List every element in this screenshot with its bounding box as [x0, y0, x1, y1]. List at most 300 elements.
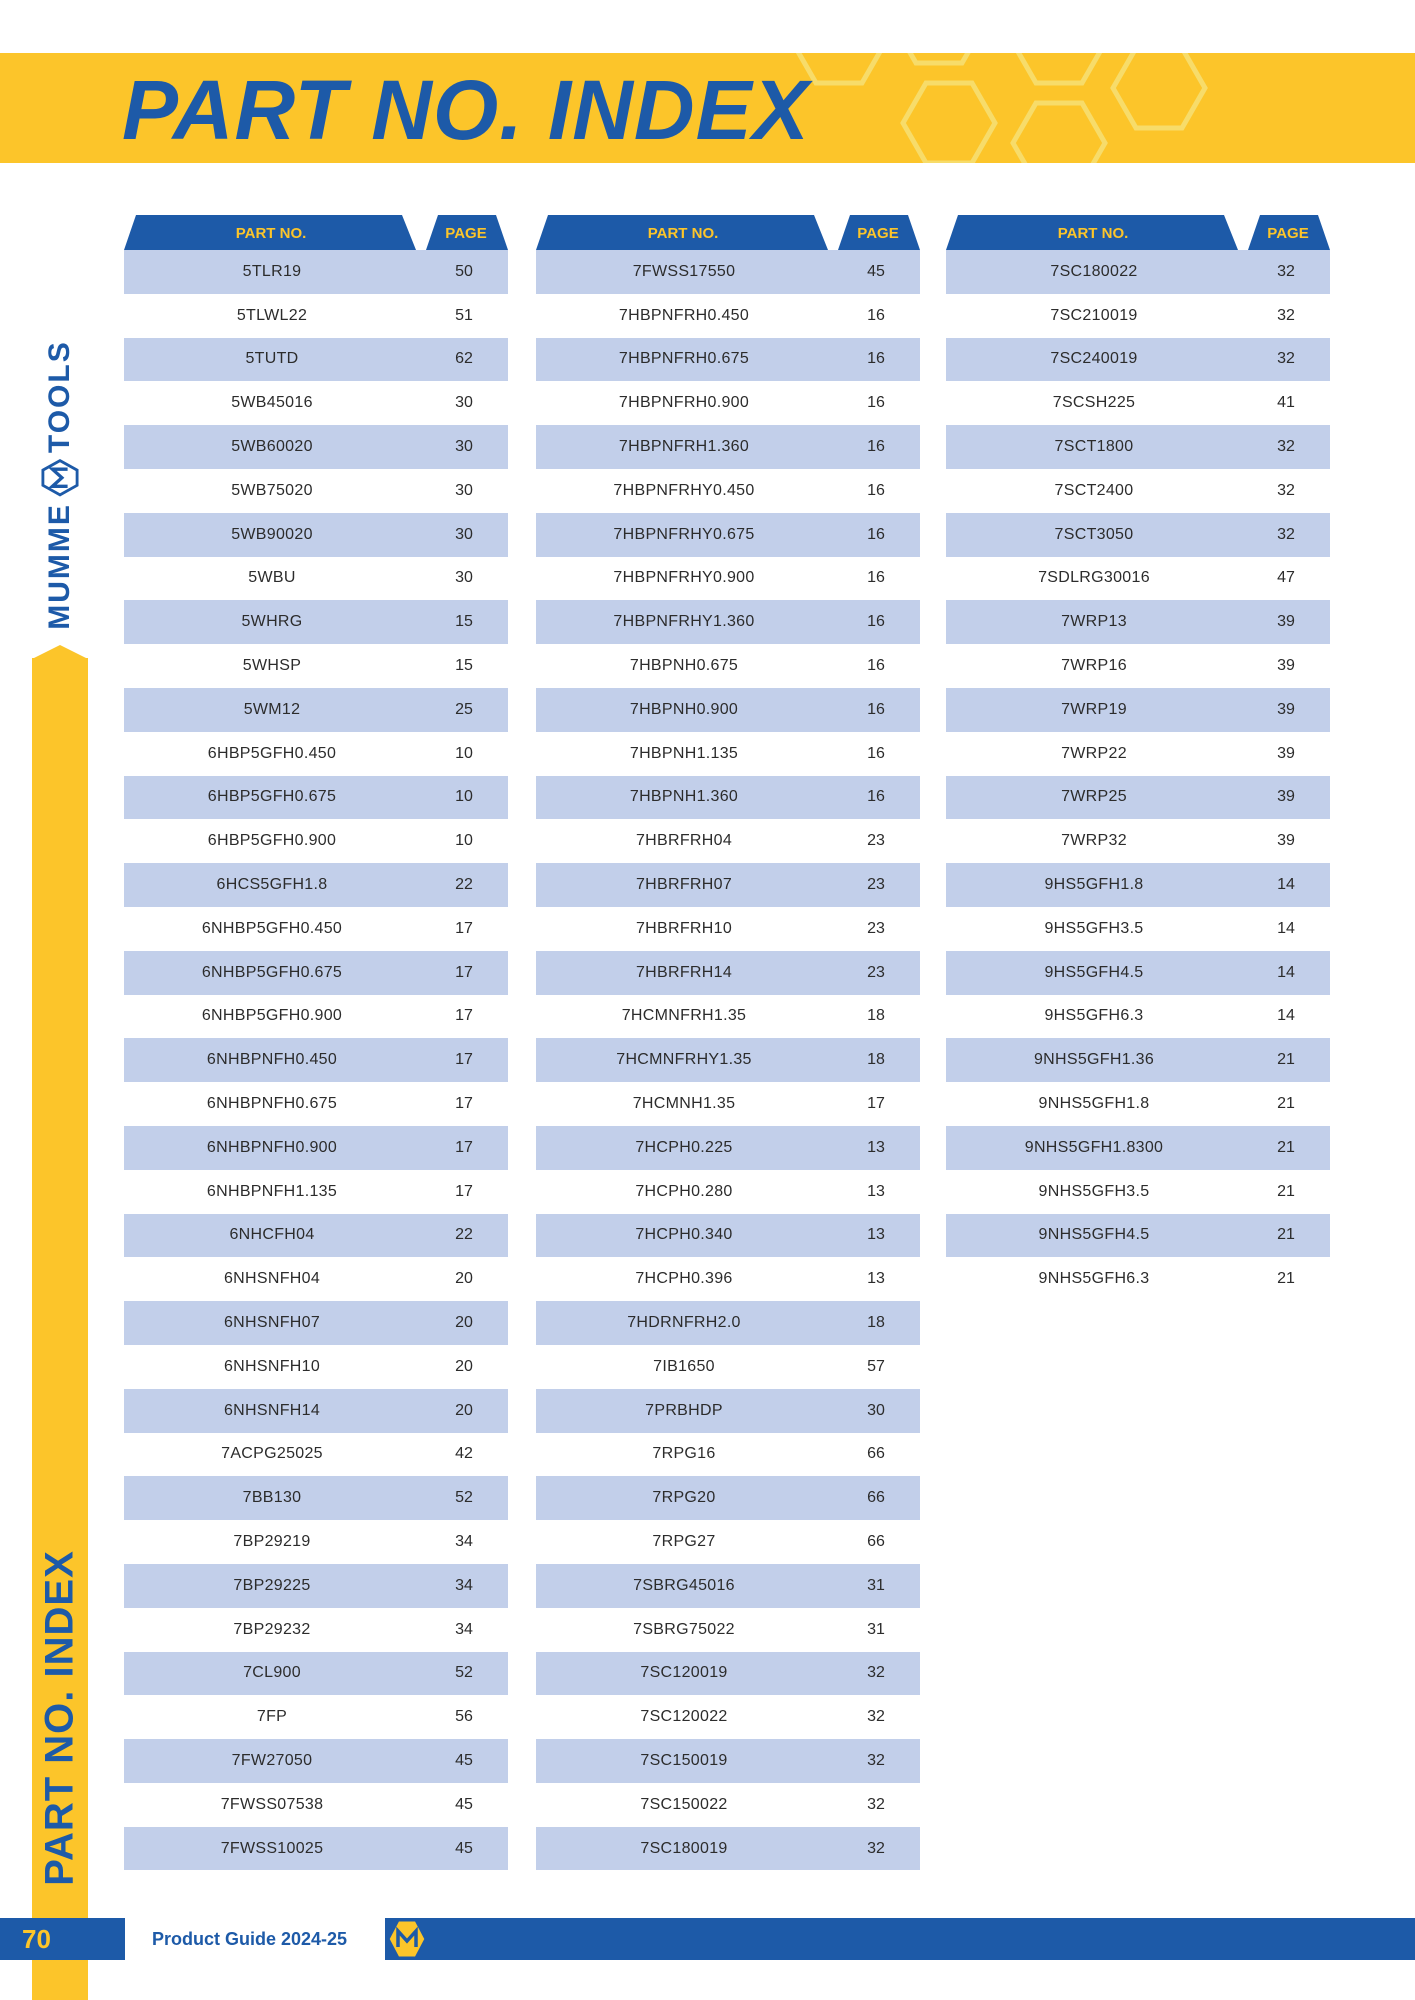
part-number-cell: 7HBRFRH14 [635, 963, 733, 981]
part-number-cell: 7RPG27 [652, 1533, 716, 1550]
table-row [536, 513, 920, 557]
table-row [946, 1214, 1330, 1258]
part-number-cell: 5WBU [248, 569, 296, 587]
table-row [124, 1126, 508, 1170]
table-row [536, 907, 920, 951]
page-cell: 34 [455, 1620, 473, 1638]
part-number-cell: 7HCPH0.225 [635, 1138, 733, 1156]
header-banner [0, 53, 1415, 163]
page-cell: 16 [867, 438, 885, 456]
part-number-cell: 7BP29232 [233, 1620, 311, 1638]
page-cell: 21 [1277, 1226, 1295, 1244]
table-row [124, 644, 508, 688]
part-number-cell: 7SCT3050 [1054, 525, 1134, 543]
part-number-cell: 9NHS5GFH1.8300 [1024, 1138, 1164, 1156]
table-row [124, 1564, 508, 1608]
part-number-cell: 6NHBP5GFH0.900 [201, 1007, 343, 1025]
table-row [536, 819, 920, 863]
page-cell: 17 [455, 963, 473, 981]
page-cell: 15 [455, 657, 473, 675]
part-number-cell: 7HCMNFRHY1.35 [616, 1051, 752, 1069]
column-rows [946, 250, 1330, 1301]
part-number-cell: 7FW27050 [231, 1751, 313, 1769]
page-cell: 17 [455, 1182, 473, 1200]
table-row [536, 1695, 920, 1739]
page-cell: 50 [455, 262, 473, 280]
page-cell: 30 [455, 394, 473, 412]
part-number-cell: 7SC150019 [640, 1751, 728, 1769]
part-number-cell: 7HBPNFRH1.360 [618, 438, 750, 456]
table-row [536, 1783, 920, 1827]
page-cell: 13 [867, 1270, 885, 1288]
table-row [536, 1608, 920, 1652]
part-number-cell: 5WHSP [242, 657, 302, 675]
page-cell: 16 [867, 788, 885, 806]
mumme-m-hexagon-icon [385, 1917, 429, 1961]
table-row [124, 1389, 508, 1433]
brand-name-right: TOOLS [43, 340, 76, 454]
table-row [536, 732, 920, 776]
part-number-cell: 9HS5GFH6.3 [1044, 1007, 1144, 1025]
table-row [124, 1257, 508, 1301]
table-row [124, 1433, 508, 1477]
table-row [946, 469, 1330, 513]
table-row [946, 1257, 1330, 1301]
table-row [536, 1389, 920, 1433]
table-row [536, 1652, 920, 1696]
header-part-no: PART NO. [235, 225, 307, 242]
page-cell: 31 [867, 1620, 885, 1638]
part-number-cell: 7WRP32 [1061, 832, 1127, 850]
table-row [946, 294, 1330, 338]
part-number-cell: 6NHCFH04 [229, 1226, 315, 1244]
part-number-cell: 5TUTD [245, 350, 299, 368]
part-number-cell: 7SCSH225 [1052, 394, 1136, 412]
part-number-cell: 5WB75020 [231, 481, 313, 499]
table-row [946, 381, 1330, 425]
page-cell: 39 [1277, 700, 1295, 718]
page-cell: 16 [867, 525, 885, 543]
page-cell: 17 [455, 919, 473, 937]
page-cell: 21 [1277, 1095, 1295, 1113]
part-number-cell: 7ACPG25025 [221, 1445, 323, 1463]
part-number-cell: 5TLWL22 [236, 306, 308, 324]
page-cell: 21 [1277, 1270, 1295, 1288]
part-number-cell: 7PRBHDP [645, 1401, 723, 1419]
page-cell: 10 [455, 744, 473, 762]
table-row [124, 1038, 508, 1082]
page-cell: 17 [455, 1138, 473, 1156]
page-cell: 22 [455, 1226, 473, 1244]
page-cell: 13 [867, 1138, 885, 1156]
page-cell: 23 [867, 919, 885, 937]
part-number-cell: 9NHS5GFH3.5 [1038, 1182, 1150, 1200]
page-cell: 32 [1277, 525, 1295, 543]
page-cell: 32 [1277, 262, 1295, 280]
table-row [536, 1520, 920, 1564]
part-number-cell: 7SC210019 [1050, 306, 1138, 324]
page-cell: 16 [867, 613, 885, 631]
table-row [124, 863, 508, 907]
table-row [124, 995, 508, 1039]
table-row [124, 294, 508, 338]
table-row [124, 1695, 508, 1739]
table-row [124, 1520, 508, 1564]
table-row [124, 1301, 508, 1345]
page-cell: 32 [1277, 350, 1295, 368]
page-cell: 34 [455, 1533, 473, 1550]
page-cell: 18 [867, 1051, 885, 1069]
brand-logo [8, 340, 112, 630]
part-number-cell: 5WB45016 [231, 394, 313, 412]
side-bar-cap [32, 645, 88, 659]
part-number-cell: 7SC120022 [640, 1708, 728, 1726]
part-number-cell: 7SC120019 [640, 1664, 728, 1682]
header-part-no: PART NO. [1057, 225, 1129, 242]
page-cell: 20 [455, 1314, 473, 1332]
table-row [124, 819, 508, 863]
table-row [124, 1783, 508, 1827]
index-column-3 [946, 215, 1330, 1301]
part-number-cell: 6HBP5GFH0.900 [207, 832, 337, 850]
page-cell: 20 [455, 1270, 473, 1288]
part-number-cell: 7BP29219 [233, 1533, 311, 1550]
page-cell: 62 [455, 350, 473, 368]
column-rows [536, 250, 920, 1870]
table-row [536, 557, 920, 601]
table-row [946, 1038, 1330, 1082]
page-cell: 22 [455, 876, 473, 894]
page-cell: 42 [455, 1445, 473, 1463]
page-cell: 66 [867, 1445, 885, 1463]
part-number-cell: 7HDRNFRH2.0 [627, 1314, 741, 1332]
column-header [946, 215, 1330, 250]
table-row [124, 1476, 508, 1520]
table-row [946, 776, 1330, 820]
header-page: PAGE [857, 225, 899, 242]
table-row [946, 863, 1330, 907]
part-number-cell: 7SC150022 [640, 1795, 728, 1813]
part-number-cell: 7SC180022 [1050, 262, 1138, 280]
honeycomb-decoration-icon [780, 53, 1240, 163]
table-row [124, 513, 508, 557]
part-number-cell: 7FWSS17550 [632, 262, 736, 280]
page-cell: 16 [867, 394, 885, 412]
mumme-m-hexagon-icon [41, 459, 79, 497]
part-number-cell: 7IB1650 [653, 1357, 715, 1375]
table-row [536, 469, 920, 513]
table-row [536, 1433, 920, 1477]
page-cell: 10 [455, 832, 473, 850]
page-cell: 52 [455, 1664, 473, 1682]
part-number-cell: 7SCT1800 [1054, 438, 1134, 456]
part-number-cell: 6NHBP5GFH0.675 [201, 963, 343, 981]
page-cell: 51 [455, 306, 473, 324]
part-number-cell: 7SC240019 [1050, 350, 1138, 368]
part-number-cell: 6HBP5GFH0.450 [207, 744, 337, 762]
part-number-cell: 9HS5GFH3.5 [1044, 919, 1144, 937]
part-number-cell: 7WRP16 [1061, 657, 1127, 675]
part-number-cell: 5WB90020 [231, 525, 313, 543]
page-cell: 16 [867, 744, 885, 762]
table-row [124, 381, 508, 425]
part-number-cell: 9NHS5GFH1.8 [1038, 1095, 1150, 1113]
page-cell: 34 [455, 1576, 473, 1594]
table-row [946, 995, 1330, 1039]
table-row [946, 819, 1330, 863]
side-section-title: PART NO. INDEX [37, 1550, 82, 1886]
table-row [536, 644, 920, 688]
table-row [946, 732, 1330, 776]
table-row [124, 250, 508, 294]
table-row [124, 1827, 508, 1871]
part-number-cell: 6NHBPNFH0.675 [206, 1095, 338, 1113]
page-cell: 13 [867, 1226, 885, 1244]
page-cell: 32 [867, 1708, 885, 1726]
page-cell: 20 [455, 1357, 473, 1375]
page-cell: 32 [867, 1839, 885, 1857]
part-number-cell: 9HS5GFH4.5 [1044, 963, 1144, 981]
table-row [946, 513, 1330, 557]
page-cell: 14 [1277, 963, 1295, 981]
part-number-cell: 6HCS5GFH1.8 [216, 876, 328, 894]
page-cell: 32 [1277, 438, 1295, 456]
part-number-cell: 7RPG20 [652, 1489, 716, 1507]
part-number-cell: 7HBPNFRHY0.900 [613, 569, 755, 587]
table-row [946, 338, 1330, 382]
page-cell: 17 [867, 1095, 885, 1113]
part-number-cell: 7HCMNH1.35 [632, 1095, 736, 1113]
part-number-cell: 7HCPH0.280 [635, 1182, 733, 1200]
part-number-cell: 6NHSNFH04 [223, 1270, 321, 1288]
brand-name-left: MUMME [43, 503, 76, 630]
table-row [124, 338, 508, 382]
part-number-cell: 6NHBP5GFH0.450 [201, 919, 343, 937]
page-cell: 16 [867, 306, 885, 324]
page-cell: 45 [867, 262, 885, 280]
table-row [946, 907, 1330, 951]
page-cell: 20 [455, 1401, 473, 1419]
part-number-cell: 7HBPNFRH0.900 [618, 394, 750, 412]
table-row [536, 1038, 920, 1082]
column-header [536, 215, 920, 250]
table-row [946, 644, 1330, 688]
part-number-cell: 6NHBPNFH0.900 [206, 1138, 338, 1156]
page-cell: 39 [1277, 788, 1295, 806]
part-number-cell: 9HS5GFH1.8 [1044, 876, 1144, 894]
table-row [536, 1170, 920, 1214]
page-number: 70 [22, 1924, 51, 1954]
table-row [536, 1739, 920, 1783]
page-cell: 39 [1277, 832, 1295, 850]
table-row [536, 688, 920, 732]
table-row [124, 1214, 508, 1258]
page-cell: 18 [867, 1007, 885, 1025]
header-page: PAGE [1267, 225, 1309, 242]
table-row [536, 381, 920, 425]
part-number-cell: 7HBRFRH04 [635, 832, 733, 850]
table-row [124, 776, 508, 820]
table-row [536, 995, 920, 1039]
page-cell: 14 [1277, 919, 1295, 937]
part-number-cell: 7WRP25 [1061, 788, 1127, 806]
part-number-cell: 7BP29225 [233, 1576, 311, 1594]
page-cell: 45 [455, 1751, 473, 1769]
part-number-cell: 9NHS5GFH1.36 [1033, 1051, 1155, 1069]
page-cell: 23 [867, 963, 885, 981]
page-cell: 66 [867, 1533, 885, 1550]
table-row [124, 951, 508, 995]
page-cell: 30 [867, 1401, 885, 1419]
column-header [124, 215, 508, 250]
table-row [536, 1214, 920, 1258]
page-cell: 14 [1277, 876, 1295, 894]
table-row [946, 425, 1330, 469]
page-cell: 21 [1277, 1051, 1295, 1069]
table-row [124, 732, 508, 776]
table-row [124, 425, 508, 469]
part-number-cell: 7HBPNFRHY0.450 [613, 481, 755, 499]
page-cell: 32 [867, 1664, 885, 1682]
page-cell: 30 [455, 525, 473, 543]
table-row [536, 1476, 920, 1520]
part-number-cell: 6NHBPNFH0.450 [206, 1051, 338, 1069]
part-number-cell: 7HBPNH0.675 [629, 657, 739, 675]
table-row [536, 1082, 920, 1126]
page-cell: 23 [867, 832, 885, 850]
table-row [946, 600, 1330, 644]
page-cell: 66 [867, 1489, 885, 1507]
page-cell: 16 [867, 569, 885, 587]
table-row [124, 907, 508, 951]
part-number-cell: 7HBPNFRH0.675 [618, 350, 750, 368]
page-cell: 52 [455, 1489, 473, 1507]
part-number-cell: 7FP [256, 1708, 288, 1726]
part-number-cell: 7CL900 [243, 1664, 301, 1682]
table-row [536, 776, 920, 820]
page-cell: 32 [1277, 481, 1295, 499]
part-number-cell: 7FWSS10025 [220, 1839, 324, 1857]
page-cell: 39 [1277, 744, 1295, 762]
part-number-cell: 7FWSS07538 [220, 1795, 324, 1813]
table-row [124, 469, 508, 513]
table-row [946, 250, 1330, 294]
page-cell: 16 [867, 657, 885, 675]
page-cell: 21 [1277, 1182, 1295, 1200]
page-cell: 21 [1277, 1138, 1295, 1156]
page-cell: 13 [867, 1182, 885, 1200]
page-cell: 31 [867, 1576, 885, 1594]
table-row [946, 1126, 1330, 1170]
table-row [946, 1170, 1330, 1214]
header-page: PAGE [445, 225, 487, 242]
part-number-cell: 5WB60020 [231, 438, 313, 456]
part-number-cell: 7HBPNH1.135 [629, 744, 739, 762]
page-cell: 17 [455, 1051, 473, 1069]
part-number-cell: 9NHS5GFH6.3 [1038, 1270, 1150, 1288]
page-cell: 32 [867, 1751, 885, 1769]
table-row [124, 1082, 508, 1126]
table-row [124, 1608, 508, 1652]
page-cell: 15 [455, 613, 473, 631]
table-row [124, 1345, 508, 1389]
page-cell: 39 [1277, 657, 1295, 675]
part-number-cell: 7BB130 [242, 1489, 302, 1507]
part-number-cell: 9NHS5GFH4.5 [1038, 1226, 1150, 1244]
part-number-cell: 7SC180019 [640, 1839, 728, 1857]
table-row [536, 294, 920, 338]
part-number-cell: 5TLR19 [242, 262, 302, 280]
page-cell: 30 [455, 481, 473, 499]
index-column-1 [124, 215, 508, 1870]
table-row [536, 1345, 920, 1389]
table-row [536, 1126, 920, 1170]
part-number-cell: 7HBRFRH10 [635, 919, 733, 937]
page-cell: 14 [1277, 1007, 1295, 1025]
part-number-cell: 7HBPNFRHY0.675 [613, 525, 755, 543]
table-row [946, 1082, 1330, 1126]
page-cell: 16 [867, 700, 885, 718]
page-cell: 41 [1277, 394, 1295, 412]
table-row [536, 600, 920, 644]
page-cell: 57 [867, 1357, 885, 1375]
part-number-cell: 7HBPNFRHY1.360 [613, 613, 755, 631]
table-row [124, 1739, 508, 1783]
part-number-cell: 7SBRG75022 [633, 1620, 735, 1638]
part-number-cell: 7HCPH0.340 [635, 1226, 733, 1244]
table-row [124, 557, 508, 601]
page-cell: 30 [455, 569, 473, 587]
header-part-no: PART NO. [647, 225, 719, 242]
table-row [124, 688, 508, 732]
page-cell: 32 [867, 1795, 885, 1813]
table-row [124, 600, 508, 644]
page-cell: 56 [455, 1708, 473, 1726]
page-cell: 17 [455, 1095, 473, 1113]
page-cell: 32 [1277, 306, 1295, 324]
part-number-cell: 7SBRG45016 [633, 1576, 735, 1594]
part-number-cell: 6NHSNFH10 [223, 1357, 321, 1375]
part-number-cell: 7HBPNH1.360 [629, 788, 739, 806]
table-row [536, 425, 920, 469]
table-row [946, 951, 1330, 995]
part-number-cell: 7HBPNH0.900 [629, 700, 739, 718]
page-cell: 30 [455, 438, 473, 456]
part-number-cell: 7SCT2400 [1054, 481, 1134, 499]
page-cell: 18 [867, 1314, 885, 1332]
table-row [536, 250, 920, 294]
part-number-cell: 5WM12 [243, 700, 301, 718]
table-row [536, 1257, 920, 1301]
page-cell: 45 [455, 1795, 473, 1813]
page-cell: 25 [455, 700, 473, 718]
part-number-cell: 7HBRFRH07 [635, 876, 733, 894]
page-cell: 17 [455, 1007, 473, 1025]
part-number-cell: 7WRP22 [1061, 744, 1127, 762]
table-row [124, 1652, 508, 1696]
table-row [536, 1564, 920, 1608]
part-number-cell: 6HBP5GFH0.675 [207, 788, 337, 806]
part-number-cell: 7WRP19 [1061, 700, 1127, 718]
table-row [536, 951, 920, 995]
part-number-cell: 7SDLRG30016 [1038, 569, 1150, 587]
part-number-cell: 6NHSNFH07 [223, 1314, 321, 1332]
table-row [536, 1827, 920, 1871]
table-row [124, 1170, 508, 1214]
table-row [536, 863, 920, 907]
page-title: PART NO. INDEX [122, 63, 810, 157]
column-rows [124, 250, 508, 1870]
